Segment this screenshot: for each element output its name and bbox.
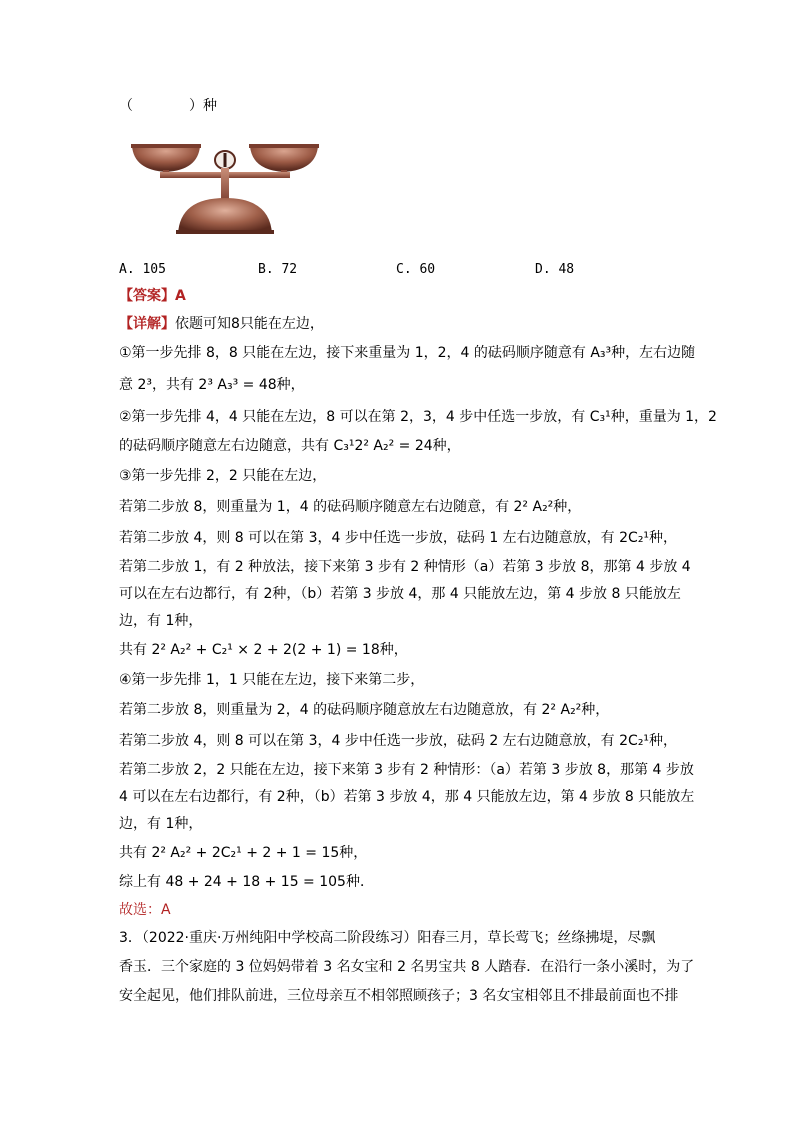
case2-line1: ②第一步先排 4，4 只能在左边，8 可以在第 2，3，4 步中任选一步放，有 C₃¹种，重量为 1，2 <box>119 409 717 425</box>
case3-line3: 若第二步放 4，则 8 可以在第 3，4 步中任选一步放，砝码 1 左右边随意放，有 2C₂¹种， <box>119 530 678 546</box>
case1-line2: 意 2³，共有 2³ A₃³ = 48种， <box>119 377 305 393</box>
explanation-intro: 依题可知8只能在左边， <box>175 316 324 332</box>
case4-line7: 共有 2² A₂² + 2C₂¹ + 2 + 1 = 15种， <box>119 845 368 861</box>
case1-line1: ①第一步先排 8，8 只能在左边，接下来重量为 1，2，4 的砝码顺序随意有 A₃³种，左右边随 <box>119 345 696 361</box>
explanation-intro-line <box>119 314 699 334</box>
question-blank: （ ）种 <box>119 98 217 114</box>
case2-line2: 的砝码顺序随意左右边随意，共有 C₃¹2² A₂² = 24种， <box>119 438 461 454</box>
case4-line2: 若第二步放 8，则重量为 2，4 的砝码顺序随意放左右边随意放，有 2² A₂²种， <box>119 702 610 718</box>
answer-value: A <box>175 288 186 304</box>
option-a[interactable]: A. 105 <box>119 262 166 277</box>
case3-line2: 若第二步放 8，则重量为 1，4 的砝码顺序随意左右边随意，有 2² A₂²种， <box>119 499 582 515</box>
case4-line6: 边，有 1种， <box>119 816 203 832</box>
case3-line4: 若第二步放 1，有 2 种放法，接下来第 3 步有 2 种情形（a）若第 3 步放 8，那第 4 步放 4 <box>119 559 691 575</box>
balance-scale-icon <box>130 140 320 236</box>
case4-line3: 若第二步放 4，则 8 可以在第 3，4 步中任选一步放，砝码 2 左右边随意放，有 2C₂¹种， <box>119 733 678 749</box>
option-d[interactable]: D. 48 <box>535 262 575 277</box>
case4-line4: 若第二步放 2，2 只能在左边，接下来第 3 步有 2 种情形：（a）若第 3 步放 8，那第 4 步放 <box>119 762 694 778</box>
case3-line6: 边，有 1种， <box>119 613 203 629</box>
case3-line7: 共有 2² A₂² + C₂¹ × 2 + 2(2 + 1) = 18种， <box>119 642 408 658</box>
option-c[interactable]: C. 60 <box>396 262 436 277</box>
case3-line1: ③第一步先排 2，2 只能在左边， <box>119 468 327 484</box>
case4-line1: ④第一步先排 1，1 只能在左边，接下来第二步， <box>119 672 425 688</box>
answer-tag: 【答案】 <box>119 288 175 304</box>
next-question-line3: 安全起见，他们排队前进，三位母亲互不相邻照顾孩子；3 名女宝相邻且不排最前面也不排 <box>119 988 679 1004</box>
option-b[interactable]: B. 72 <box>258 262 298 277</box>
next-question-line1: 3．（2022·重庆·万州纯阳中学校高二阶段练习）阳春三月，草长莺飞；丝绦拂堤，尽飘 <box>119 930 656 946</box>
summary-line: 综上有 48 + 24 + 18 + 15 = 105种． <box>119 874 374 890</box>
case4-line5: 4 可以在左右边都行，有 2种，（b）若第 3 步放 4，那 4 只能放左边，第 4 步放 8 只能放左 <box>119 789 695 805</box>
choice-line: 故选：A <box>119 902 171 918</box>
explanation-tag: 【详解】 <box>119 316 175 332</box>
next-question-line2: 香玉．三个家庭的 3 位妈妈带着 3 名女宝和 2 名男宝共 8 人踏春．在沿行一条小溪时，为了 <box>119 959 695 975</box>
answer-line <box>119 286 699 306</box>
case3-line5: 可以在左右边都行，有 2种，（b）若第 3 步放 4，那 4 只能放左边，第 4 步放 8 只能放左 <box>119 586 681 602</box>
